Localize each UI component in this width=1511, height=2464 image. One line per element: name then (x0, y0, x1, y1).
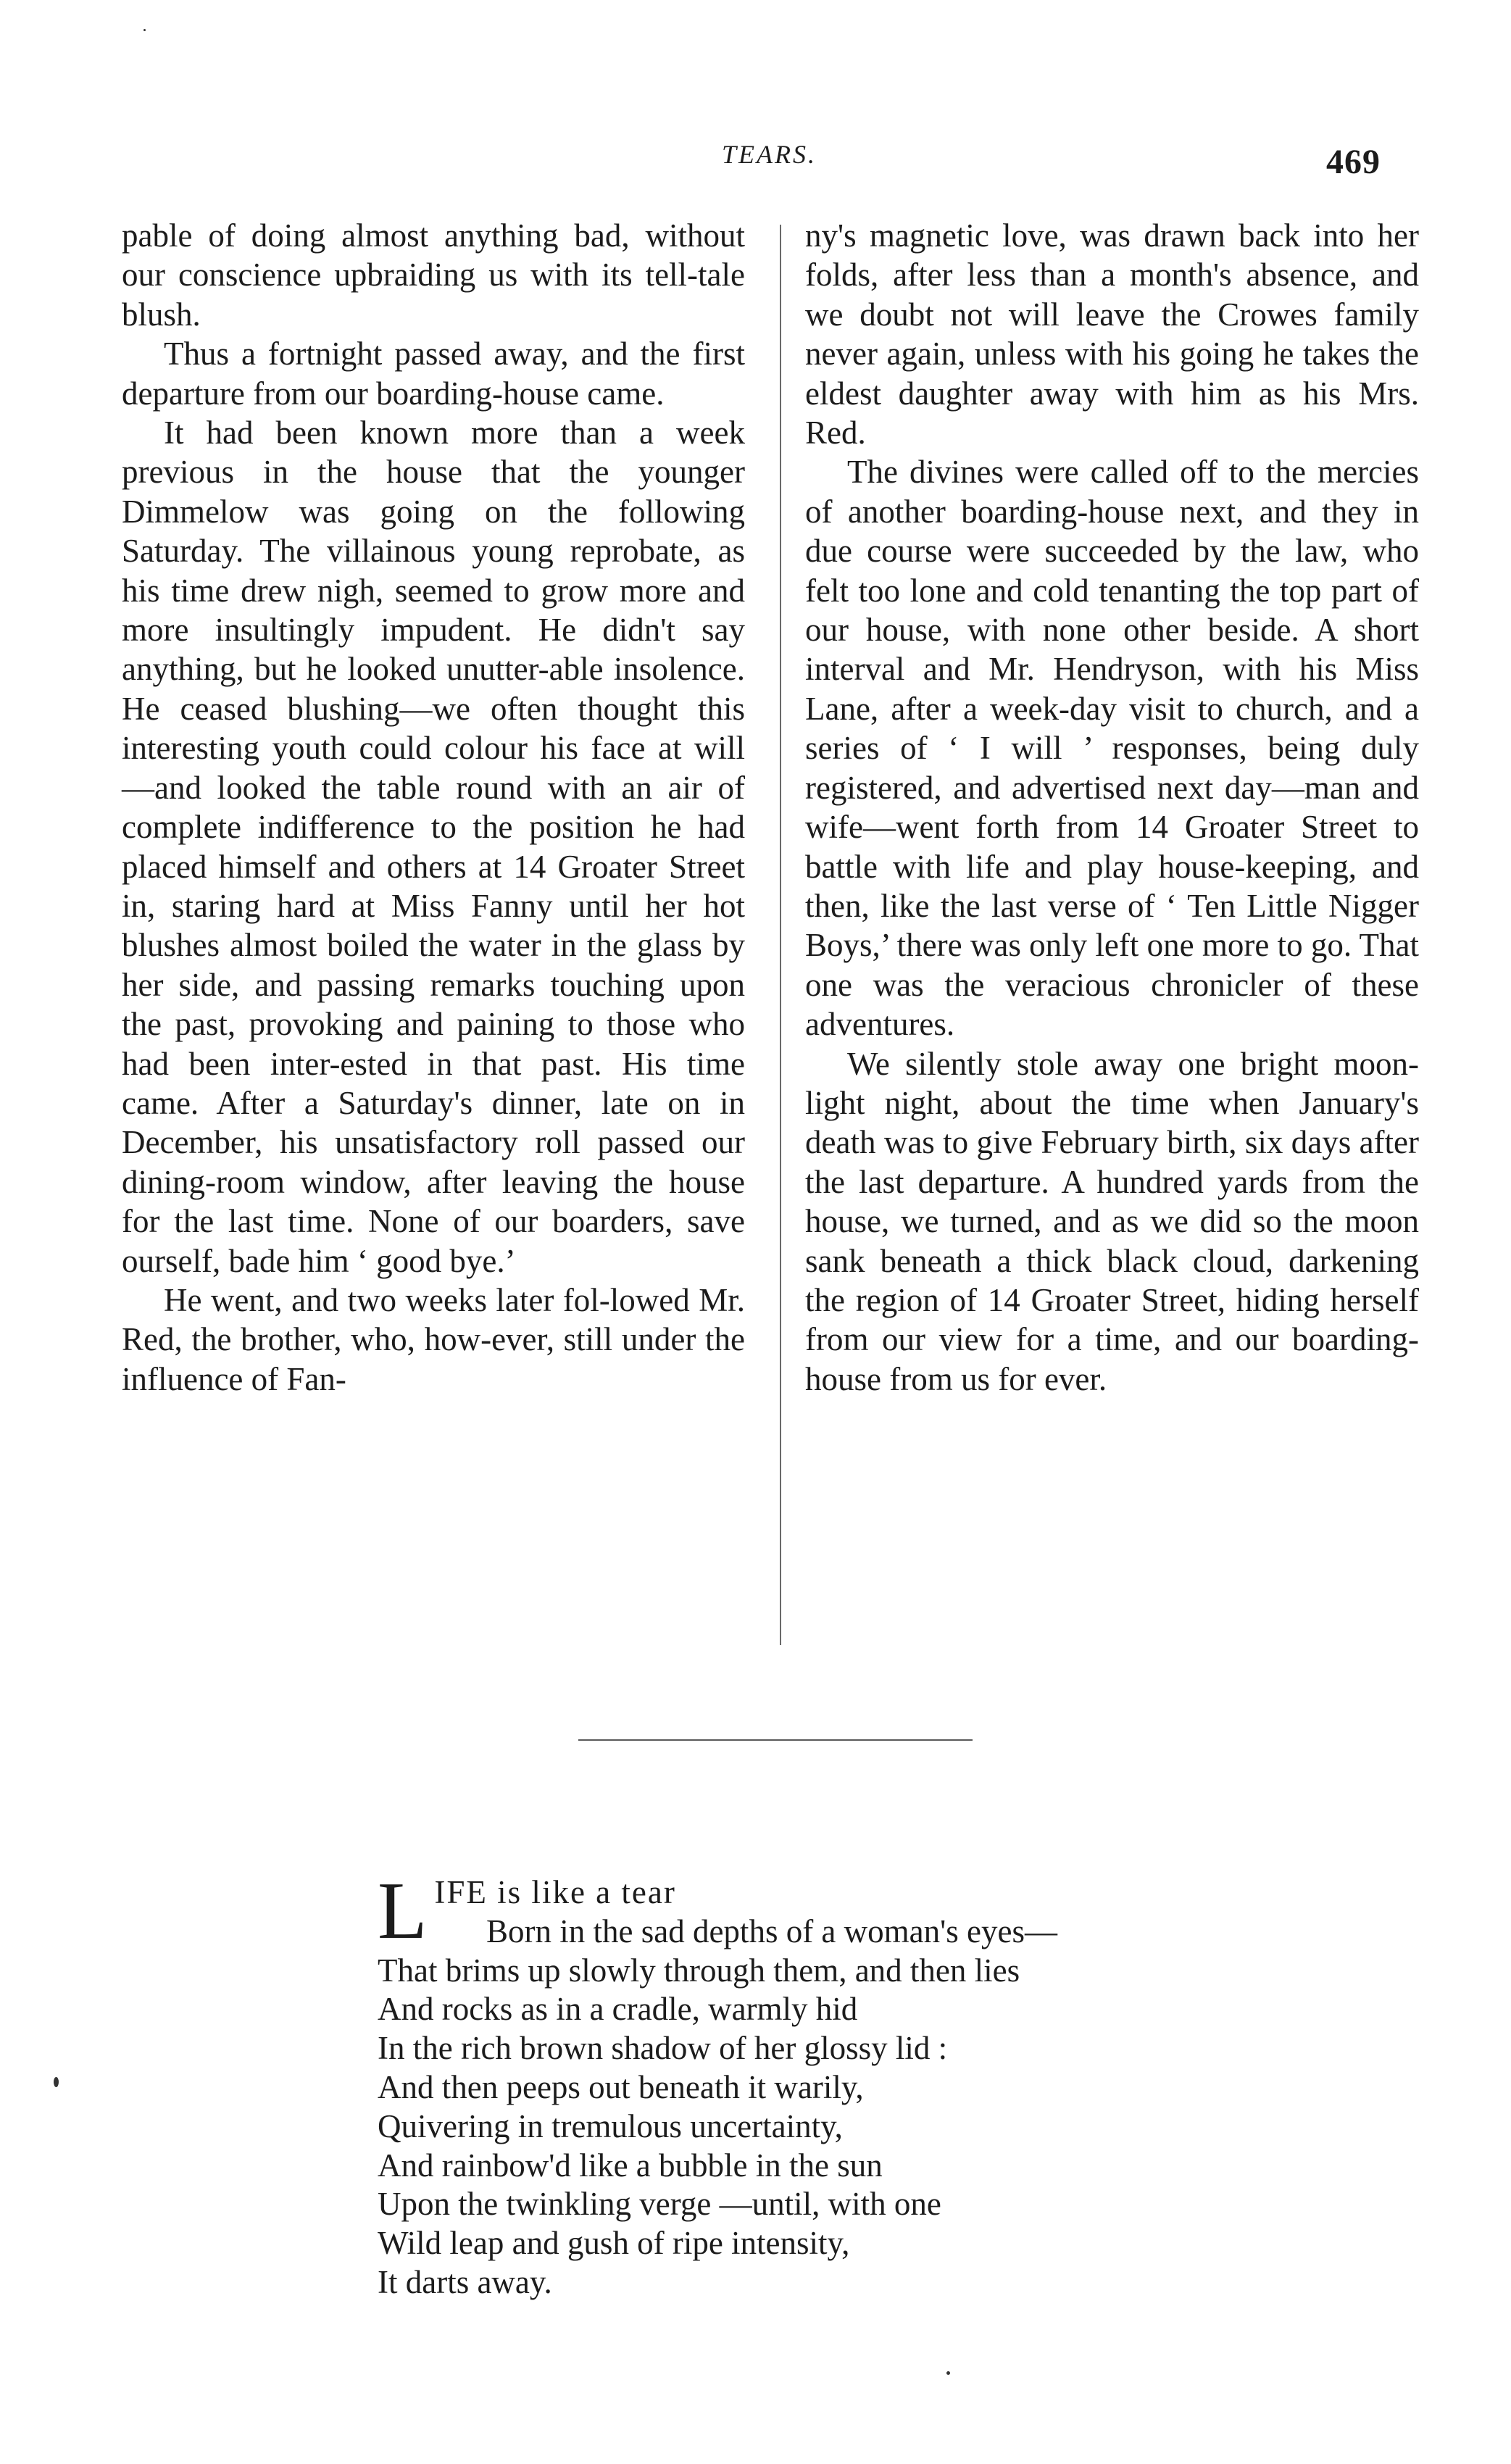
poem-line: Upon the twinkling verge —until, with one (378, 2186, 941, 2223)
poem-line: And then peeps out beneath it warily, (378, 2068, 864, 2105)
paragraph: The divines were called off to the mercies of another boarding-house next, and they in due course were succeeded by the law, who felt too lone and cold tenanting the top part of our house, with none other beside. A short interval and Mr. Hendryson, with his Miss Lane, after a week-day visit to church, and a series of ‘ I will ’ responses, being duly registered, and advertised next day—man and wife—went forth from 14 Groater Street to battle with life and play house-keeping, and then, like the last verse of ‘ Ten Little Nigger Boys,’ there was only left one more to go. That one was the veracious chronicler of these adventures. (805, 454, 1419, 1043)
ink-speck (946, 2371, 950, 2375)
page-number: 469 (1326, 143, 1381, 181)
right-column (805, 216, 1419, 1399)
ink-speck (143, 29, 146, 31)
drop-cap: L (378, 1866, 428, 1956)
poem-line: Born in the sad depths of a woman's eyes— (486, 1912, 1057, 1949)
poem-line: That brims up slowly through them, and then lies (378, 1952, 1020, 1989)
poem-line: Wild leap and gush of ripe intensity, (378, 2225, 850, 2262)
column-divider (780, 225, 781, 1645)
poem-line: It darts away. (378, 2263, 552, 2300)
section-separator (578, 1739, 973, 1741)
paragraph: Thus a fortnight passed away, and the first departure from our boarding-house came. (122, 336, 745, 412)
paragraph: ny's magnetic love, was drawn back into her folds, after less than a month's absence, and we doubt not will leave the Crowes family never again, unless with his going he takes the eldest daughter away with him as his Mrs. Red. (805, 217, 1419, 451)
running-title: TEARS. (722, 140, 817, 169)
poem-line: And rainbow'd like a bubble in the sun (378, 2147, 883, 2184)
poem-line: Quivering in tremulous uncertainty, (378, 2107, 843, 2144)
paragraph: He went, and two weeks later fol-lowed Mr. Red, the brother, who, how-ever, still under the influence of Fan- (122, 1281, 745, 1397)
paragraph: pable of doing almost anything bad, without our conscience upbraiding us with its tell-tale blush. (122, 217, 745, 333)
poem-line: In the rich brown shadow of her glossy lid : (378, 2030, 948, 2067)
paragraph: We silently stole away one bright moon-light night, about the time when January's death was to give February birth, six days after the last departure. A hundred yards from the house, we turned, and as we did so the moon sank beneath a thick black cloud, darkening the region of 14 Groater Street, hiding herself from our view for a time, and our boarding-house from us for ever. (805, 1045, 1419, 1397)
poem-line: IFE is like a tear (434, 1874, 676, 1910)
left-column (122, 216, 745, 1399)
paragraph: It had been known more than a week previous in the house that the younger Dimmelow was going on the following Saturday. The villainous young reprobate, as his time drew nigh, seemed to grow more and more insultingly impudent. He didn't say anything, but he looked unutter-able insolence. He ceased blushing—we often thought this interesting youth could colour his face at will—and looked the table round with an air of complete indifference to the position he had placed himself and others at 14 Groater Street in, staring hard at Miss Fanny until her hot blushes almost boiled the water in the glass by her side, and passing remarks touching upon the past, provoking and paining to those who had been inter-ested in that past. His time came. After a Saturday's dinner, late on in December, his unsatisfactory roll passed our dining-room window, after leaving the house for the last time. None of our boarders, save ourself, bade him ‘ good bye.’ (122, 415, 745, 1279)
poem (378, 1866, 1320, 2302)
poem-line: And rocks as in a cradle, warmly hid (378, 1991, 858, 2028)
ink-speck (54, 2077, 59, 2087)
